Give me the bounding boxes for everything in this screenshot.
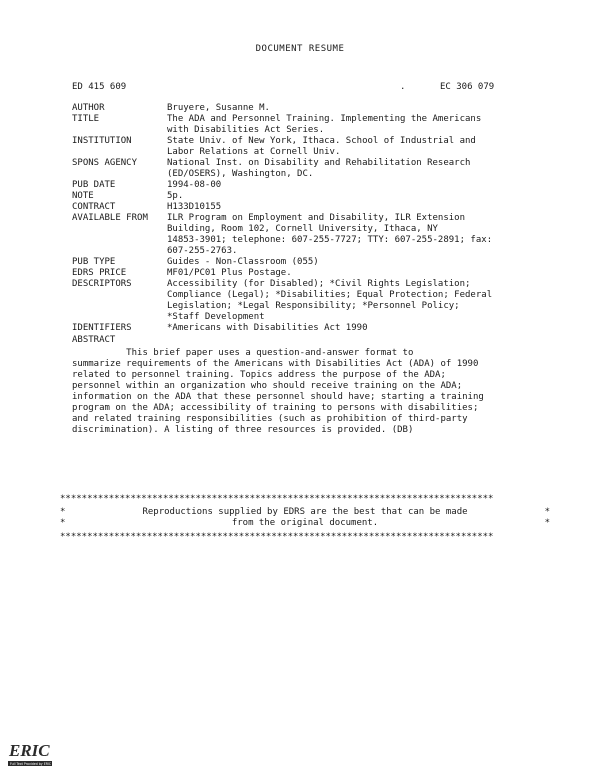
star-rule-bottom: ******************************************************************************** [60,532,494,542]
eric-logo [6,736,56,770]
field-row [72,257,542,268]
field-row [72,312,542,323]
field-row [72,235,542,246]
star-right: * [544,507,550,517]
field-row [72,323,542,334]
field-value: *Americans with Disabilities Act 1990 [167,323,368,333]
field-row [72,290,542,301]
reproduction-notice [60,507,550,529]
field-value: *Staff Development [167,312,265,322]
star-left: * [60,507,66,517]
field-value: H133D10155 [167,202,222,212]
field-label: CONTRACT [72,202,116,212]
field-value: 1994-08-00 [167,180,222,190]
field-label: DESCRIPTORS [72,279,132,289]
field-label: IDENTIFIERS [72,323,132,333]
ec-number: EC 306 079 [440,82,495,92]
field-value: Labor Relations at Cornell Univ. [167,147,341,157]
field-label [72,235,167,246]
field-label [72,224,167,235]
field-value: 607-255-2763. [167,246,238,256]
star-rule-top: ******************************************************************************** [60,494,494,504]
field-label [72,246,167,257]
field-row [72,224,542,235]
field-label: INSTITUTION [72,136,132,146]
field-value: (ED/OSERS), Washington, DC. [167,169,314,179]
field-value: Bruyere, Susanne M. [167,103,270,113]
field-value: with Disabilities Act Series. [167,125,325,135]
abstract-text [72,348,548,436]
field-value: Accessibility (for Disabled); *Civil Rights Legislation; [167,279,471,289]
field-value: Guides - Non-Classroom (055) [167,257,319,267]
field-value: State Univ. of New York, Ithaca. School of Industrial and [167,136,476,146]
document-title: DOCUMENT RESUME [255,44,345,54]
field-label [72,290,167,301]
star-left: * [60,518,66,528]
abstract-line: related to personnel training. Topics address the purpose of the ADA; [72,370,446,380]
field-row [72,301,542,312]
field-row [72,180,542,191]
field-label: PUB DATE [72,180,116,190]
reproduction-text-2: from the original document. [231,518,379,528]
abstract-label: ABSTRACT [72,335,116,345]
field-value: 14853-3901; telephone: 607-255-7727; TTY: 607-255-2891; fax: [167,235,493,245]
field-label [72,147,167,158]
field-label [72,125,167,136]
header-separator: . [400,82,406,92]
eric-logo-text: ERIC [9,741,50,760]
field-row [72,246,542,257]
field-label [72,301,167,312]
abstract-line: discrimination). A listing of three resources is provided. (DB) [72,425,414,435]
abstract-line: program on the ADA; accessibility of training to persons with disabilities; [72,403,479,413]
field-value: ILR Program on Employment and Disability, ILR Extension [167,213,466,223]
field-label: NOTE [72,191,94,201]
metadata-fields [72,103,542,334]
field-label: EDRS PRICE [72,268,127,278]
field-row [72,158,542,169]
reproduction-notice-line-1 [60,507,550,518]
abstract-line: information on the ADA that these personnel should have; starting a training [72,392,484,402]
abstract-line: and related training responsibilities (such as prohibition of third-party [72,414,468,424]
field-row [72,114,542,125]
star-right: * [544,518,550,528]
field-value: 5p. [167,191,184,201]
ed-number: ED 415 609 [72,82,127,92]
field-value: The ADA and Personnel Training. Implementing the Americans [167,114,482,124]
abstract-line: personnel within an organization who should receive training on the ADA; [72,381,463,391]
field-row [72,279,542,290]
field-row [72,202,542,213]
abstract-line: This brief paper uses a question-and-answer format to [72,348,414,358]
field-row [72,147,542,158]
reproduction-notice-line-2 [60,518,550,529]
field-label: SPONS AGENCY [72,158,138,168]
field-label [72,169,167,180]
field-value: Building, Room 102, Cornell University, Ithaca, NY [167,224,438,234]
field-row [72,191,542,202]
field-value: Compliance (Legal); *Disabilities; Equal Protection; Federal [167,290,493,300]
field-label: AVAILABLE FROM [72,213,148,223]
field-label: AUTHOR [72,103,105,113]
field-row [72,103,542,114]
eric-logo-tagline: Full Text Provided by ERIC [10,762,52,766]
field-label: TITLE [72,114,100,124]
field-value: MF01/PC01 Plus Postage. [167,268,292,278]
field-label: PUB TYPE [72,257,116,267]
field-row [72,169,542,180]
field-value: National Inst. on Disability and Rehabilitation Research [167,158,471,168]
field-row [72,125,542,136]
abstract-line: summarize requirements of the Americans with Disabilities Act (ADA) of 1990 [72,359,479,369]
field-row [72,136,542,147]
reproduction-text-1: Reproductions supplied by EDRS are the best that can be made [142,507,468,517]
field-row [72,268,542,279]
field-row [72,213,542,224]
field-value: Legislation; *Legal Responsibility; *Personnel Policy; [167,301,460,311]
field-label [72,312,167,323]
